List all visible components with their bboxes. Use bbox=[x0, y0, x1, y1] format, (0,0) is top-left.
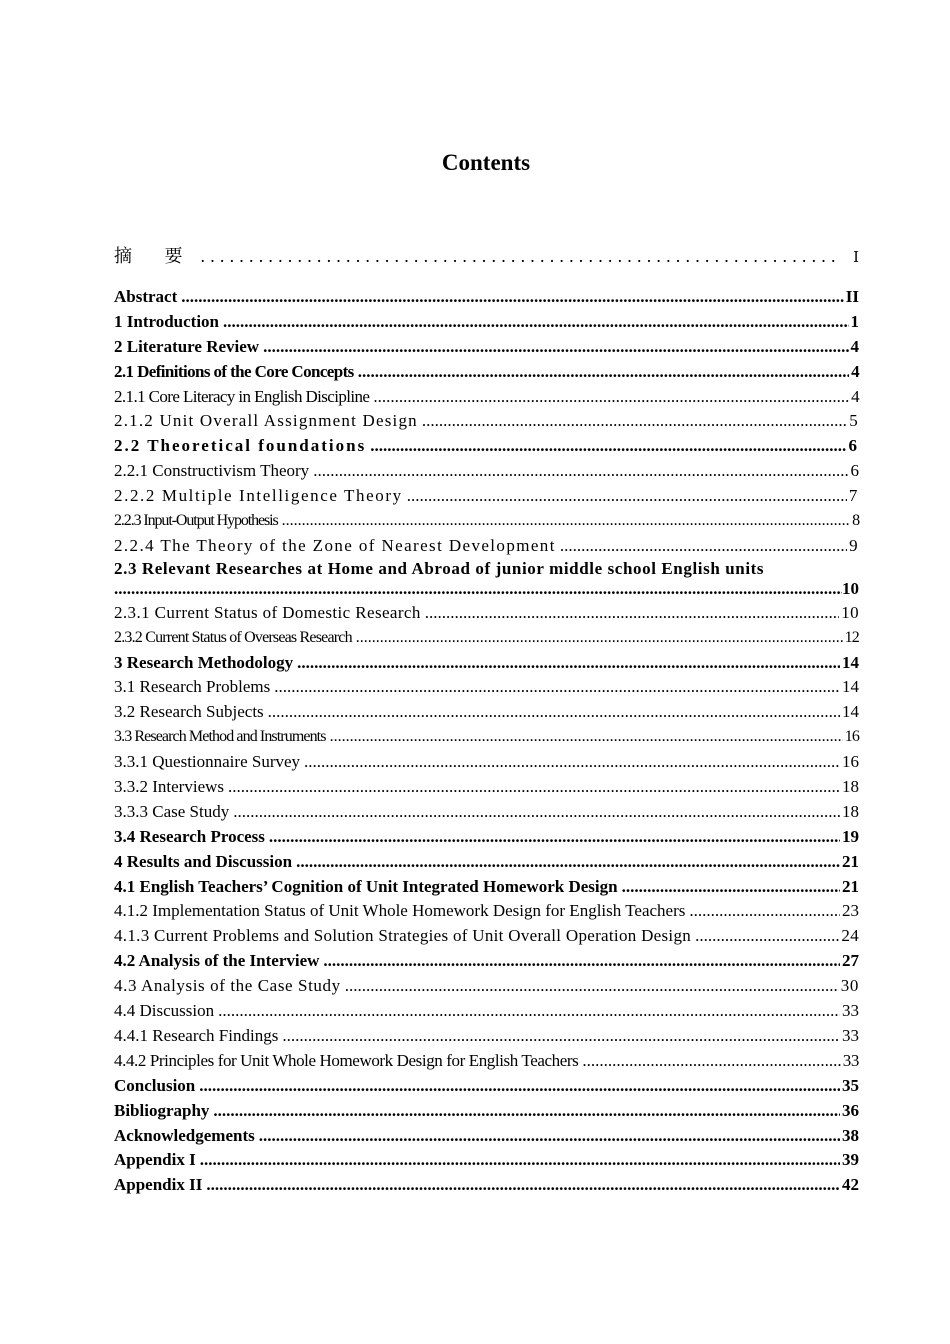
toc-label: 2.3.2 Current Status of Overseas Research bbox=[114, 628, 352, 646]
dot-leader bbox=[282, 509, 850, 534]
toc-page: 6 bbox=[848, 436, 859, 456]
toc-entry[interactable] bbox=[114, 825, 859, 850]
toc-entry[interactable] bbox=[114, 675, 859, 700]
dot-leader bbox=[269, 825, 840, 850]
toc-label: 2.2 Theoretical foundations bbox=[114, 436, 367, 456]
toc-page: 19 bbox=[842, 826, 859, 846]
toc-label: 2.2.2 Multiple Intelligence Theory bbox=[114, 486, 403, 506]
dot-leader bbox=[695, 924, 839, 949]
toc-page: 18 bbox=[842, 777, 859, 797]
toc-label: Bibliography bbox=[114, 1100, 210, 1120]
toc-page: 14 bbox=[842, 702, 859, 722]
toc-entry[interactable] bbox=[114, 875, 859, 900]
toc-label: 3 Research Methodology bbox=[114, 652, 294, 672]
toc-entry[interactable] bbox=[114, 626, 859, 651]
toc-entry[interactable] bbox=[114, 601, 859, 626]
dot-leader bbox=[213, 1099, 840, 1124]
toc-label: 4.1.3 Current Problems and Solution Strategies of Unit Overall Operation Design bbox=[114, 926, 692, 946]
dot-leader bbox=[345, 974, 839, 999]
toc-entry[interactable] bbox=[114, 360, 859, 385]
toc-entry[interactable] bbox=[114, 484, 859, 509]
toc-label: 3.2 Research Subjects bbox=[114, 702, 264, 722]
toc-page: 33 bbox=[842, 1025, 859, 1045]
dot-leader bbox=[313, 459, 848, 484]
toc-page: 39 bbox=[842, 1150, 859, 1170]
toc-page: 4 bbox=[851, 386, 859, 406]
toc-entry[interactable] bbox=[114, 999, 859, 1024]
toc-label: 2.1.2 Unit Overall Assignment Design bbox=[114, 411, 418, 431]
toc-page: 35 bbox=[842, 1075, 859, 1095]
dot-leader bbox=[560, 534, 847, 559]
toc-entry[interactable] bbox=[114, 800, 859, 825]
toc-page: I bbox=[853, 248, 859, 266]
dot-leader bbox=[582, 1049, 840, 1074]
toc-page: 1 bbox=[850, 311, 859, 331]
toc-page: 10 bbox=[842, 578, 859, 598]
dot-leader bbox=[622, 875, 840, 900]
toc-page: 21 bbox=[842, 876, 859, 896]
toc-page: 23 bbox=[842, 901, 859, 921]
toc-label: 3.3 Research Method and Instruments bbox=[114, 728, 326, 746]
toc-entry[interactable] bbox=[114, 725, 859, 750]
toc-entry[interactable] bbox=[114, 775, 859, 800]
dot-leader bbox=[199, 1074, 840, 1099]
toc-entry[interactable] bbox=[114, 700, 859, 725]
toc-label: 摘 要 bbox=[114, 246, 197, 266]
toc-page: 21 bbox=[842, 851, 859, 871]
dot-leader bbox=[323, 949, 840, 974]
dot-leader bbox=[370, 434, 846, 459]
toc-page: II bbox=[845, 287, 859, 306]
toc-page: 16 bbox=[842, 752, 859, 772]
toc-page: 7 bbox=[848, 486, 859, 506]
dot-leader bbox=[282, 1024, 840, 1049]
toc-entry[interactable] bbox=[114, 385, 859, 410]
toc-entry[interactable] bbox=[114, 924, 859, 949]
dot-leader bbox=[297, 651, 840, 676]
page-title: Contents bbox=[441, 150, 531, 175]
toc-page: 38 bbox=[842, 1125, 859, 1145]
toc-label: 2 Literature Review bbox=[114, 336, 260, 356]
toc-label: 3.1 Research Problems bbox=[114, 677, 271, 697]
dot-leader bbox=[358, 360, 849, 385]
dot-leader bbox=[689, 899, 840, 924]
dot-leader bbox=[181, 285, 844, 310]
toc-label: 4.4.1 Research Findings bbox=[114, 1025, 279, 1045]
toc-label: 2.2.1 Constructivism Theory bbox=[114, 461, 310, 481]
toc-page: 27 bbox=[842, 951, 859, 971]
dot-leader bbox=[114, 579, 842, 599]
toc-page: 12 bbox=[844, 628, 859, 646]
toc-entry[interactable] bbox=[114, 241, 859, 285]
dot-leader bbox=[223, 310, 848, 335]
toc-label: 2.3.1 Current Status of Domestic Research bbox=[114, 602, 421, 622]
toc-label: 4.2 Analysis of the Interview bbox=[114, 951, 320, 971]
dot-leader bbox=[407, 484, 847, 509]
toc-entry[interactable] bbox=[114, 899, 859, 924]
toc-entry[interactable] bbox=[114, 651, 859, 676]
toc-label: 3.3.1 Questionnaire Survey bbox=[114, 752, 301, 772]
toc-page: 33 bbox=[842, 1001, 859, 1021]
toc-entry[interactable] bbox=[114, 1148, 859, 1173]
toc-label: 2.3 Relevant Researches at Home and Abroad of junior middle school English units bbox=[114, 558, 765, 578]
toc-label: 3.3.2 Interviews bbox=[114, 777, 225, 797]
toc-label: 2.2.4 The Theory of the Zone of Nearest Development bbox=[114, 535, 556, 555]
toc-entry[interactable] bbox=[114, 1074, 859, 1099]
dot-leader bbox=[356, 626, 843, 651]
toc-page: 36 bbox=[842, 1100, 859, 1120]
dot-leader bbox=[263, 335, 848, 360]
toc-label: 2.1.1 Core Literacy in English Discipline bbox=[114, 386, 370, 406]
toc-entry[interactable] bbox=[114, 974, 859, 999]
toc-entry[interactable] bbox=[114, 285, 859, 310]
dot-leader bbox=[304, 750, 840, 775]
toc-entry[interactable] bbox=[114, 850, 859, 875]
toc-page: 8 bbox=[852, 512, 859, 530]
toc-entry[interactable] bbox=[114, 559, 859, 601]
toc-label: Conclusion bbox=[114, 1075, 196, 1095]
toc-label: 2.2.3 Input-Output Hypothesis bbox=[114, 512, 278, 530]
dot-leader bbox=[200, 1148, 840, 1173]
dot-leader bbox=[373, 385, 849, 410]
toc-leader-line bbox=[114, 579, 859, 599]
toc-label: 2.1 Definitions of the Core Concepts bbox=[114, 361, 354, 381]
toc-entry[interactable] bbox=[114, 1099, 859, 1124]
table-of-contents bbox=[114, 241, 859, 1198]
toc-page: 9 bbox=[849, 535, 859, 555]
toc-entry[interactable] bbox=[114, 949, 859, 974]
toc-page: 42 bbox=[842, 1175, 859, 1195]
toc-page: 6 bbox=[850, 461, 859, 481]
toc-label: 4.4.2 Principles for Unit Whole Homework Design for English Teachers bbox=[114, 1050, 579, 1070]
toc-entry[interactable] bbox=[114, 1049, 859, 1074]
toc-label: 4 Results and Discussion bbox=[114, 851, 293, 871]
toc-page: 4 bbox=[850, 336, 859, 356]
toc-entry[interactable] bbox=[114, 1173, 859, 1198]
toc-label: 4.3 Analysis of the Case Study bbox=[114, 976, 341, 996]
toc-label: 4.1.2 Implementation Status of Unit Whole Homework Design for English Teachers bbox=[114, 901, 686, 921]
toc-entry[interactable] bbox=[114, 750, 859, 775]
toc-page: 10 bbox=[841, 602, 859, 622]
toc-label: 4.1 English Teachers’ Cognition of Unit Integrated Homework Design bbox=[114, 876, 618, 896]
toc-entry[interactable] bbox=[114, 335, 859, 360]
toc-page: 14 bbox=[842, 652, 859, 672]
toc-entry[interactable] bbox=[114, 1024, 859, 1049]
toc-entry[interactable] bbox=[114, 534, 859, 559]
dot-leader bbox=[259, 1124, 840, 1149]
toc-label: 1 Introduction bbox=[114, 311, 220, 331]
dot-leader bbox=[422, 409, 847, 434]
toc-page: 33 bbox=[842, 1050, 859, 1070]
toc-entry[interactable] bbox=[114, 310, 859, 335]
dot-leader bbox=[228, 775, 840, 800]
dot-leader bbox=[296, 850, 840, 875]
toc-label: Appendix I bbox=[114, 1150, 196, 1170]
toc-entry[interactable] bbox=[114, 409, 859, 434]
dot-leader bbox=[425, 601, 839, 626]
dot-leader bbox=[274, 675, 840, 700]
toc-label: 3.3.3 Case Study bbox=[114, 801, 230, 821]
toc-page: 24 bbox=[841, 926, 859, 946]
toc-page: 18 bbox=[842, 801, 859, 821]
toc-page: 14 bbox=[842, 677, 859, 697]
dot-leader bbox=[201, 241, 842, 271]
toc-entry[interactable] bbox=[114, 1124, 859, 1149]
toc-entry[interactable] bbox=[114, 459, 859, 484]
toc-label: Appendix II bbox=[114, 1175, 203, 1195]
toc-label: Acknowledgements bbox=[114, 1125, 255, 1145]
toc-label: 4.4 Discussion bbox=[114, 1001, 215, 1021]
toc-label: 3.4 Research Process bbox=[114, 826, 265, 846]
toc-entry[interactable] bbox=[114, 434, 859, 459]
toc-page: 30 bbox=[840, 976, 859, 996]
dot-leader bbox=[268, 700, 840, 725]
dot-leader bbox=[218, 999, 840, 1024]
dot-leader bbox=[206, 1173, 840, 1198]
toc-page: 16 bbox=[844, 728, 859, 746]
toc-page: 4 bbox=[851, 361, 859, 381]
toc-page: 5 bbox=[849, 411, 859, 431]
toc-entry[interactable] bbox=[114, 509, 859, 534]
toc-label: Abstract bbox=[114, 287, 178, 306]
dot-leader bbox=[330, 725, 843, 750]
dot-leader bbox=[233, 800, 840, 825]
